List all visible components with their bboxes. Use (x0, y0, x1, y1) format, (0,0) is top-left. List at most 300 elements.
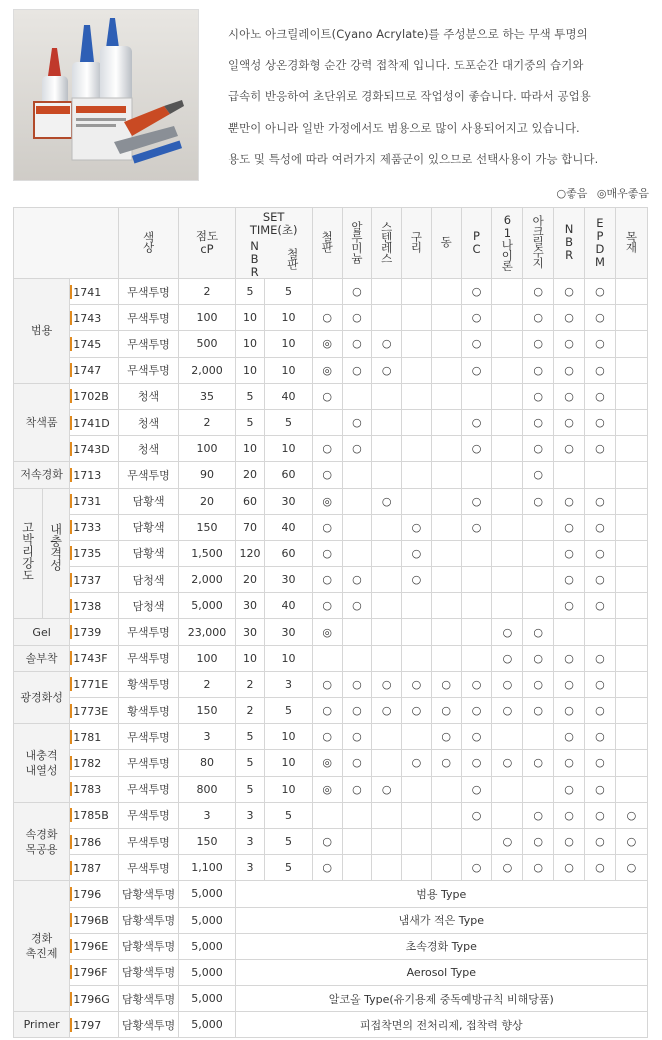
table-row (14, 540, 648, 566)
compat-mark: ○ (372, 488, 402, 514)
compat-mark: ○ (585, 645, 616, 671)
compat-mark (461, 540, 492, 566)
compat-mark (461, 462, 492, 488)
compat-mark (402, 645, 432, 671)
compat-mark (372, 802, 402, 828)
compat-mark: ○ (461, 514, 492, 540)
product-code: 1796E (70, 933, 119, 959)
header-material: NBR (554, 208, 585, 279)
color-cell: 무색투명 (118, 331, 179, 357)
compat-mark (312, 802, 342, 828)
compat-mark (402, 383, 432, 409)
compat-mark (615, 279, 647, 305)
intro-line: 뿐만이 아니라 일반 가정에서도 범용으로 많이 사용되어지고 있습니다. (228, 120, 580, 135)
compat-mark (523, 724, 554, 750)
compat-mark: ◎ (312, 331, 342, 357)
product-code: 1787 (70, 855, 119, 881)
table-row (14, 671, 648, 697)
compat-mark (615, 671, 647, 697)
header-material: 61나이론 (492, 208, 523, 279)
set-time-nbr-cell: 30 (235, 593, 265, 619)
compat-mark (431, 567, 461, 593)
table-row (14, 383, 648, 409)
compat-mark (431, 645, 461, 671)
set-time-nbr-cell: 5 (235, 750, 265, 776)
description-cell: 알코올 Type(유기용제 중독예방규칙 비해당품) (235, 986, 647, 1012)
legend (551, 185, 649, 201)
compat-mark: ○ (342, 724, 372, 750)
compat-mark: ○ (372, 331, 402, 357)
viscosity-cell: 3 (179, 724, 235, 750)
compat-mark (615, 488, 647, 514)
viscosity-cell: 100 (179, 436, 235, 462)
viscosity-cell: 100 (179, 305, 235, 331)
table-row (14, 331, 648, 357)
product-code: 1743F (70, 645, 119, 671)
compat-mark (402, 488, 432, 514)
compat-mark: ○ (402, 567, 432, 593)
compat-mark: ○ (523, 750, 554, 776)
header-viscosity: 점도 cP (179, 208, 235, 279)
compat-mark (615, 698, 647, 724)
description-cell: 피접착면의 전처리제, 접착력 향상 (235, 1012, 647, 1038)
compat-mark (342, 855, 372, 881)
compat-mark: ○ (312, 698, 342, 724)
product-code: 1743D (70, 436, 119, 462)
set-time-steel-cell: 30 (265, 567, 312, 593)
compat-mark: ○ (372, 776, 402, 802)
table-row (14, 514, 648, 540)
compat-mark (523, 776, 554, 802)
set-time-nbr-cell: 5 (235, 279, 265, 305)
set-time-nbr-cell: 30 (235, 619, 265, 645)
header-material: PC (461, 208, 492, 279)
compat-mark: ○ (431, 671, 461, 697)
compat-mark (615, 305, 647, 331)
set-time-steel-cell: 10 (265, 645, 312, 671)
compat-mark (431, 305, 461, 331)
compat-mark (372, 540, 402, 566)
compat-mark: ○ (585, 593, 616, 619)
compat-mark: ○ (402, 514, 432, 540)
compat-mark: ○ (312, 383, 342, 409)
compat-mark: ○ (461, 802, 492, 828)
viscosity-cell: 5,000 (179, 933, 235, 959)
set-time-steel-cell: 40 (265, 593, 312, 619)
compat-mark (615, 436, 647, 462)
color-cell: 담청색 (118, 567, 179, 593)
product-code: 1771E (70, 671, 119, 697)
color-cell: 무색투명 (118, 305, 179, 331)
set-time-steel-cell: 5 (265, 855, 312, 881)
product-code: 1782 (70, 750, 119, 776)
table-row (14, 802, 648, 828)
set-time-nbr-cell: 2 (235, 671, 265, 697)
compat-mark (372, 409, 402, 435)
compat-mark: ○ (342, 305, 372, 331)
compat-mark: ○ (312, 828, 342, 854)
compat-mark (342, 540, 372, 566)
set-time-nbr-cell: 5 (235, 409, 265, 435)
compat-mark: ○ (585, 540, 616, 566)
compat-mark (431, 540, 461, 566)
compat-mark (431, 802, 461, 828)
compat-mark (461, 828, 492, 854)
set-time-nbr-cell: 5 (235, 724, 265, 750)
group-label (14, 645, 70, 671)
product-code: 1713 (70, 462, 119, 488)
compat-mark: ○ (461, 698, 492, 724)
viscosity-cell: 2 (179, 409, 235, 435)
table-row (14, 959, 648, 985)
compat-mark (402, 436, 432, 462)
compat-mark (402, 776, 432, 802)
compat-mark: ◎ (312, 776, 342, 802)
compat-mark: ○ (312, 567, 342, 593)
set-time-nbr-cell: 10 (235, 331, 265, 357)
table-row (14, 776, 648, 802)
group-label-text: 내충격 내열성 (25, 748, 58, 777)
color-cell: 무색투명 (118, 462, 179, 488)
compat-mark (615, 409, 647, 435)
group-label-text: 경화 촉진제 (25, 932, 58, 961)
group-label-text: 저속경화 (20, 468, 63, 482)
compat-mark: ○ (585, 567, 616, 593)
color-cell: 담황색투명 (118, 959, 179, 985)
set-time-nbr-cell: 10 (235, 357, 265, 383)
group-label-text: Primer (23, 1018, 60, 1032)
compat-mark: ○ (585, 828, 616, 854)
compat-mark (492, 305, 523, 331)
compat-mark: ○ (492, 619, 523, 645)
product-code: 1745 (70, 331, 119, 357)
viscosity-cell: 20 (179, 488, 235, 514)
compat-mark: ○ (431, 750, 461, 776)
compat-mark: ◎ (312, 488, 342, 514)
compat-mark (492, 724, 523, 750)
set-time-steel-cell: 30 (265, 488, 312, 514)
compat-mark: ○ (342, 436, 372, 462)
compat-mark (402, 855, 432, 881)
intro-line: 일액성 상온경화형 순간 강력 접착제 입니다. 도포순간 대기중의 습기와 (228, 58, 584, 73)
set-time-steel-cell: 40 (265, 383, 312, 409)
table-row (14, 279, 648, 305)
viscosity-cell: 23,000 (179, 619, 235, 645)
compat-mark (402, 279, 432, 305)
compat-mark: ○ (554, 776, 585, 802)
compat-mark (342, 828, 372, 854)
compat-mark: ○ (312, 671, 342, 697)
color-cell: 무색투명 (118, 855, 179, 881)
compat-mark: ○ (585, 724, 616, 750)
compat-mark (492, 357, 523, 383)
compat-mark (431, 514, 461, 540)
compat-mark (615, 383, 647, 409)
group-label (14, 724, 70, 803)
compat-mark: ○ (402, 671, 432, 697)
product-code: 1741 (70, 279, 119, 305)
header-material: 동 (431, 208, 461, 279)
compat-mark (492, 409, 523, 435)
compat-mark (372, 750, 402, 776)
group-label-text: 착색품 (25, 416, 58, 430)
compat-mark (431, 828, 461, 854)
compat-mark (342, 802, 372, 828)
group-label (14, 279, 70, 384)
compat-mark: ○ (461, 331, 492, 357)
compat-mark (431, 436, 461, 462)
compat-mark (372, 645, 402, 671)
compat-mark: ○ (585, 331, 616, 357)
compat-mark (372, 383, 402, 409)
compat-mark (492, 593, 523, 619)
adhesive-bottles-illustration (14, 10, 199, 181)
compat-mark: ○ (461, 436, 492, 462)
compat-mark: ○ (523, 462, 554, 488)
description-cell: 범용 Type (235, 881, 647, 907)
compat-mark: ○ (523, 855, 554, 881)
compat-mark (342, 462, 372, 488)
compat-mark: ○ (372, 671, 402, 697)
compat-mark (431, 593, 461, 619)
group-label (14, 802, 70, 881)
compat-mark (615, 619, 647, 645)
compat-mark (342, 383, 372, 409)
product-code (70, 540, 119, 566)
compat-mark: ○ (461, 750, 492, 776)
product-code: 1796B (70, 907, 119, 933)
compat-mark (312, 645, 342, 671)
compat-mark (492, 331, 523, 357)
set-time-steel-cell: 10 (265, 724, 312, 750)
compat-mark (402, 593, 432, 619)
compat-mark (372, 436, 402, 462)
product-code (70, 593, 119, 619)
compat-mark: ◎ (312, 357, 342, 383)
color-cell: 청색 (118, 383, 179, 409)
color-cell: 담황색 (118, 488, 179, 514)
compat-mark (492, 488, 523, 514)
color-cell: 담황색투명 (118, 1012, 179, 1038)
compat-mark: ○ (523, 698, 554, 724)
set-time-nbr-cell: 70 (235, 514, 265, 540)
compat-mark: ○ (461, 279, 492, 305)
compat-mark (523, 514, 554, 540)
compat-mark (615, 593, 647, 619)
color-cell: 황색투명 (118, 698, 179, 724)
compat-mark (372, 462, 402, 488)
compat-mark: ○ (585, 305, 616, 331)
product-code (70, 514, 119, 540)
description-cell: Aerosol Type (235, 959, 647, 985)
set-time-nbr-cell: 20 (235, 462, 265, 488)
compat-mark: ○ (312, 724, 342, 750)
set-time-nbr-cell: 5 (235, 776, 265, 802)
spec-table (13, 207, 648, 1038)
group-label (14, 619, 70, 645)
viscosity-cell: 5,000 (179, 907, 235, 933)
set-time-steel-cell: 10 (265, 436, 312, 462)
header-blank (14, 208, 119, 279)
compat-mark: ○ (585, 776, 616, 802)
compat-mark (492, 776, 523, 802)
product-photo (13, 9, 199, 181)
intro-line: 시아노 아크릴레이트(Cyano Acrylate)를 주성분으로 하는 무색 투명의 (228, 27, 588, 41)
compat-mark: ◎ (312, 619, 342, 645)
compat-mark: ○ (585, 488, 616, 514)
product-code-text: 1731 (73, 495, 102, 509)
color-cell: 담황색 (118, 514, 179, 540)
compat-mark (402, 357, 432, 383)
group-label-text: 속경화 목공용 (25, 827, 58, 856)
compat-mark: ○ (342, 331, 372, 357)
compat-mark: ○ (461, 305, 492, 331)
table-row (14, 645, 648, 671)
compat-mark (492, 514, 523, 540)
compat-mark: ○ (585, 436, 616, 462)
compat-mark: ○ (585, 514, 616, 540)
color-cell: 무색투명 (118, 357, 179, 383)
table-row (14, 933, 648, 959)
compat-mark (431, 383, 461, 409)
compat-mark (461, 383, 492, 409)
product-code-text: 1735 (73, 547, 102, 561)
product-code: 1741D (70, 409, 119, 435)
compat-mark (615, 357, 647, 383)
set-time-nbr-cell: 120 (235, 540, 265, 566)
compat-mark: ○ (523, 828, 554, 854)
intro-line: 급속히 반응하여 초단위로 경화되므로 작업성이 좋습니다. 따라서 공업용 (228, 89, 591, 104)
table-row (14, 488, 648, 514)
color-cell: 청색 (118, 409, 179, 435)
viscosity-cell: 100 (179, 645, 235, 671)
group-label (14, 881, 70, 1012)
viscosity-cell: 150 (179, 514, 235, 540)
compat-mark (615, 776, 647, 802)
header-material: EPDM (585, 208, 616, 279)
compat-mark: ○ (523, 645, 554, 671)
color-cell: 담황색투명 (118, 907, 179, 933)
compat-mark: ○ (402, 750, 432, 776)
compat-mark: ○ (461, 724, 492, 750)
viscosity-cell: 2 (179, 671, 235, 697)
compat-mark: ○ (342, 776, 372, 802)
subgroup-label: 내충격성 (48, 523, 63, 572)
compat-mark: ○ (554, 828, 585, 854)
table-row (14, 462, 648, 488)
set-time-steel-cell: 10 (265, 357, 312, 383)
product-code: 1747 (70, 357, 119, 383)
viscosity-cell: 2,000 (179, 567, 235, 593)
compat-mark: ○ (615, 828, 647, 854)
color-cell: 담황색투명 (118, 986, 179, 1012)
compat-mark: ○ (554, 383, 585, 409)
compat-mark: ○ (585, 855, 616, 881)
product-code: 1786 (70, 828, 119, 854)
color-cell: 무색투명 (118, 645, 179, 671)
compat-mark (402, 462, 432, 488)
compat-mark: ○ (523, 305, 554, 331)
compat-mark (372, 514, 402, 540)
compat-mark: ○ (312, 436, 342, 462)
compat-mark (372, 593, 402, 619)
compat-mark (342, 488, 372, 514)
compat-mark (431, 357, 461, 383)
compat-mark: ○ (554, 593, 585, 619)
compat-mark: ○ (492, 671, 523, 697)
header-material: 철판 (312, 208, 342, 279)
group-label-text: 솔부착 (25, 651, 58, 665)
compat-mark: ○ (554, 724, 585, 750)
compat-mark (431, 619, 461, 645)
table-row (14, 828, 648, 854)
color-cell: 담황색투명 (118, 881, 179, 907)
table-row (14, 750, 648, 776)
compat-mark: ◎ (312, 750, 342, 776)
compat-mark (431, 279, 461, 305)
compat-mark (492, 540, 523, 566)
compat-mark: ○ (342, 567, 372, 593)
compat-mark: ○ (461, 409, 492, 435)
set-time-steel-cell: 60 (265, 540, 312, 566)
set-time-steel-cell: 30 (265, 619, 312, 645)
compat-mark (585, 619, 616, 645)
compat-mark: ○ (461, 671, 492, 697)
compat-mark (402, 724, 432, 750)
table-row (14, 436, 648, 462)
header-material: 목재 (615, 208, 647, 279)
header-material: 스텐레스 (372, 208, 402, 279)
table-row (14, 305, 648, 331)
color-cell: 청색 (118, 436, 179, 462)
compat-mark: ○ (402, 540, 432, 566)
product-code: 1743 (70, 305, 119, 331)
set-time-steel-cell: 10 (265, 305, 312, 331)
compat-mark (615, 462, 647, 488)
product-code-text: 1738 (73, 599, 102, 613)
compat-mark (492, 383, 523, 409)
compat-mark (461, 619, 492, 645)
description-cell: 냄새가 적은 Type (235, 907, 647, 933)
set-time-nbr-cell: 3 (235, 855, 265, 881)
compat-mark (431, 855, 461, 881)
compat-mark (431, 462, 461, 488)
compat-mark: ○ (585, 802, 616, 828)
table-row (14, 724, 648, 750)
compat-mark: ○ (554, 305, 585, 331)
table-row (14, 593, 648, 619)
set-time-steel-cell: 5 (265, 409, 312, 435)
set-time-steel-cell: 10 (265, 750, 312, 776)
compat-mark: ○ (554, 409, 585, 435)
compat-mark (372, 828, 402, 854)
table-row (14, 567, 648, 593)
group-label (14, 383, 70, 462)
product-code: 1785B (70, 802, 119, 828)
compat-mark: ○ (523, 383, 554, 409)
compat-mark: ○ (431, 724, 461, 750)
compat-mark (312, 279, 342, 305)
viscosity-cell: 1,500 (179, 540, 235, 566)
compat-mark (372, 567, 402, 593)
compat-mark (492, 279, 523, 305)
compat-mark: ○ (585, 357, 616, 383)
compat-mark (431, 776, 461, 802)
set-time-steel-cell: 60 (265, 462, 312, 488)
compat-mark (523, 593, 554, 619)
compat-mark (615, 331, 647, 357)
viscosity-cell: 500 (179, 331, 235, 357)
